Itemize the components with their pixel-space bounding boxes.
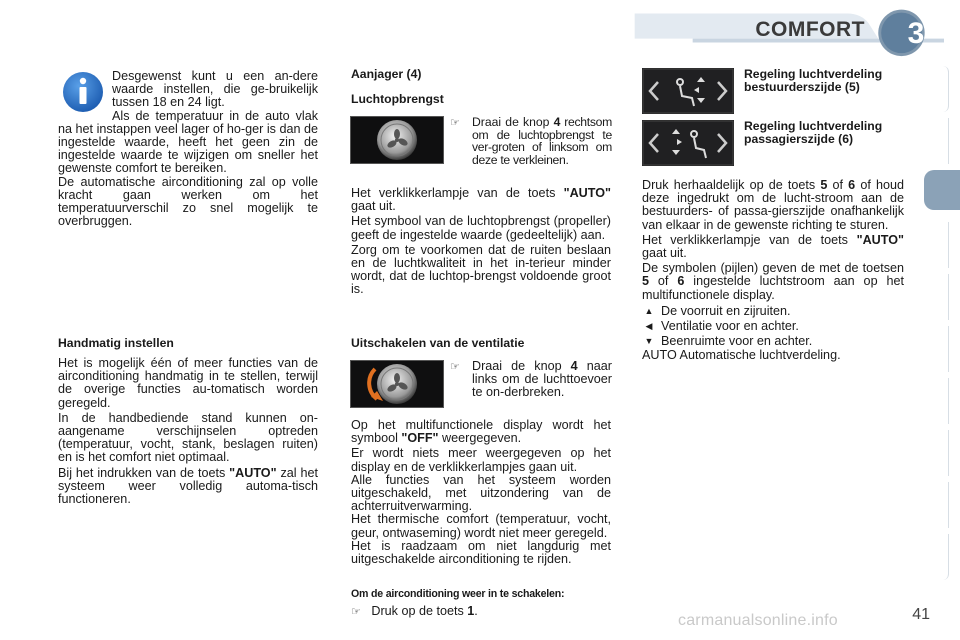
blower-body: Het verklikkerlampje van de toets "AUTO" gaat uit. Het symbool van de luchtopbrengst (propeller) geeft de ingestelde waarde (gedeeltelijk) aan. Zorg om te voorkomen dat de ruiten beslaan en de luchtkwaliteit in het in-terieur minder wordt, dat de luchtop-brengst voldoende groot is. [351,186,611,297]
chapter-tab[interactable] [928,430,949,476]
passenger-vent-button-image [642,120,734,166]
manual-heading: Handmatig instellen [58,336,174,350]
page-number: 41 [912,606,930,623]
watermark: carmanualsonline.info [678,612,838,629]
arrow-up-icon: ▲ [644,305,654,316]
hand-pointer-icon: ☞ [450,117,460,129]
chapter-tab-active[interactable] [924,170,960,210]
info-text-b: Als de temperatuur in de auto vlak na het instappen veel lager of ho-ger is dan de ingestelde waarde, heeft het geen zin de ingestelde waarde te wijzigen om sneller het gewenste comfort te bereiken. [58,108,318,176]
info-block [58,70,318,228]
list-item: ▼ Beenruimte voor en achter. [642,334,904,349]
off-body: Op het multifunctionele display wordt het symbool "OFF" weergegeven. Er wordt niets meer weergegeven op het display en de verklikkerlampjes gaan uit. Alle functies van het systeem worden uitgeschakeld, met uitzondering van de achterruitverwarming. Het thermische comfort (temperatuur, vocht, geur, ontwaseming) wordt niet meer geregeld. Het is raadzaam om niet langdurig met uitgeschakelde airconditioning te rijden. [351,418,611,567]
manual-section [58,336,318,506]
speed-heading: Luchtopbrengst [351,92,444,106]
restart-section: Om de airconditioning weer in te schakelen: ☞ Druk op de toets 1. [351,587,621,619]
off-section [351,336,611,350]
off-heading: Uitschakelen van de ventilatie [351,336,525,350]
arrow-left-icon: ◀ [645,320,653,331]
restart-heading: Om de airconditioning weer in te schakelen: [351,588,565,600]
chapter-tab[interactable] [928,222,949,268]
chapter-tab[interactable] [928,66,949,112]
driver-vent-button-image [642,68,734,114]
info-text-a: Desgewenst kunt u een an-dere waarde instellen, die ge-bruikelijk tussen 18 en 24 ligt. [112,69,318,110]
blower-knob-off-image [350,360,444,408]
airflow-symbol-list [642,304,904,349]
list-item: ◀ Ventilatie voor en achter. [642,319,904,334]
chapter-tab[interactable] [928,378,949,424]
manual-paragraph: Het is mogelijk één of meer functies van de airconditioning handmatig in te stellen, terwijl de overige functies au-tomatisch worden geregeld. [58,356,318,410]
driver-label: Regeling luchtverdeling bestuurderszijde (5) [744,67,883,94]
chapter-tab[interactable] [928,482,949,528]
chapter-tab[interactable] [928,534,949,580]
hand-pointer-icon: ☞ [450,361,460,373]
blower-heading: Aanjager (4) [351,67,422,81]
chapter-title: COMFORT [755,18,865,41]
hand-pointer-icon: ☞ [351,606,361,618]
step-turn-off: ☞ Draai de knop 4 naar links om de luchttoevoer te on-derbreken. [450,359,612,400]
auto-line: AUTO Automatische luchtverdeling. [642,347,841,362]
passenger-label: Regeling luchtverdeling passagierszijde (6) [744,119,883,146]
chapter-tab[interactable] [928,326,949,372]
chapter-tab[interactable] [928,274,949,320]
chapter-tab[interactable] [928,118,949,164]
arrow-down-icon: ▼ [644,335,654,346]
blower-section [351,67,611,106]
list-item: ▲ De voorruit en zijruiten. [642,304,904,319]
blower-knob-image [350,116,444,164]
manual-paragraph: In de handbediende stand kunnen on-aangename verschijnselen optreden (temperatuur, vocht, stank, beslagen ruiten) en is het comfort niet optimaal. [58,410,318,465]
step-rotate-knob: ☞ Draai de knop 4 rechtsom om de luchtopbrengst te ver-groten of linksom om deze te verkleinen. [450,115,612,167]
manual-paragraph: Bij het indrukken van de toets "AUTO" zal het systeem weer volledig automa-tisch functioneren. [58,465,318,507]
distribution-body: Druk herhaaldelijk op de toets 5 of 6 of houd deze ingedrukt om de lucht-stroom aan de bestuurders- of passa-gierszijde onafhankelijk van elkaar in de gewenste richting te sturen. Het verklikkerlampje van de toets "AUTO" gaat uit. De symbolen (pijlen) geven de met de toetsen 5 of 6 ingestelde luchtstroom aan op het multifunctionele display. ▲ De voorruit en zijruiten. ◀ Ventilatie voor en achter. ▼ Beenruimte voor en achter. AUTO Automatische luchtverdeling. [642,178,904,362]
info-text-c: De automatische airconditioning zal op volle kracht gaan werken om het temperatuurverschil zo snel mogelijk te overbruggen. [58,174,318,229]
chapter-number: 3 [907,17,925,50]
